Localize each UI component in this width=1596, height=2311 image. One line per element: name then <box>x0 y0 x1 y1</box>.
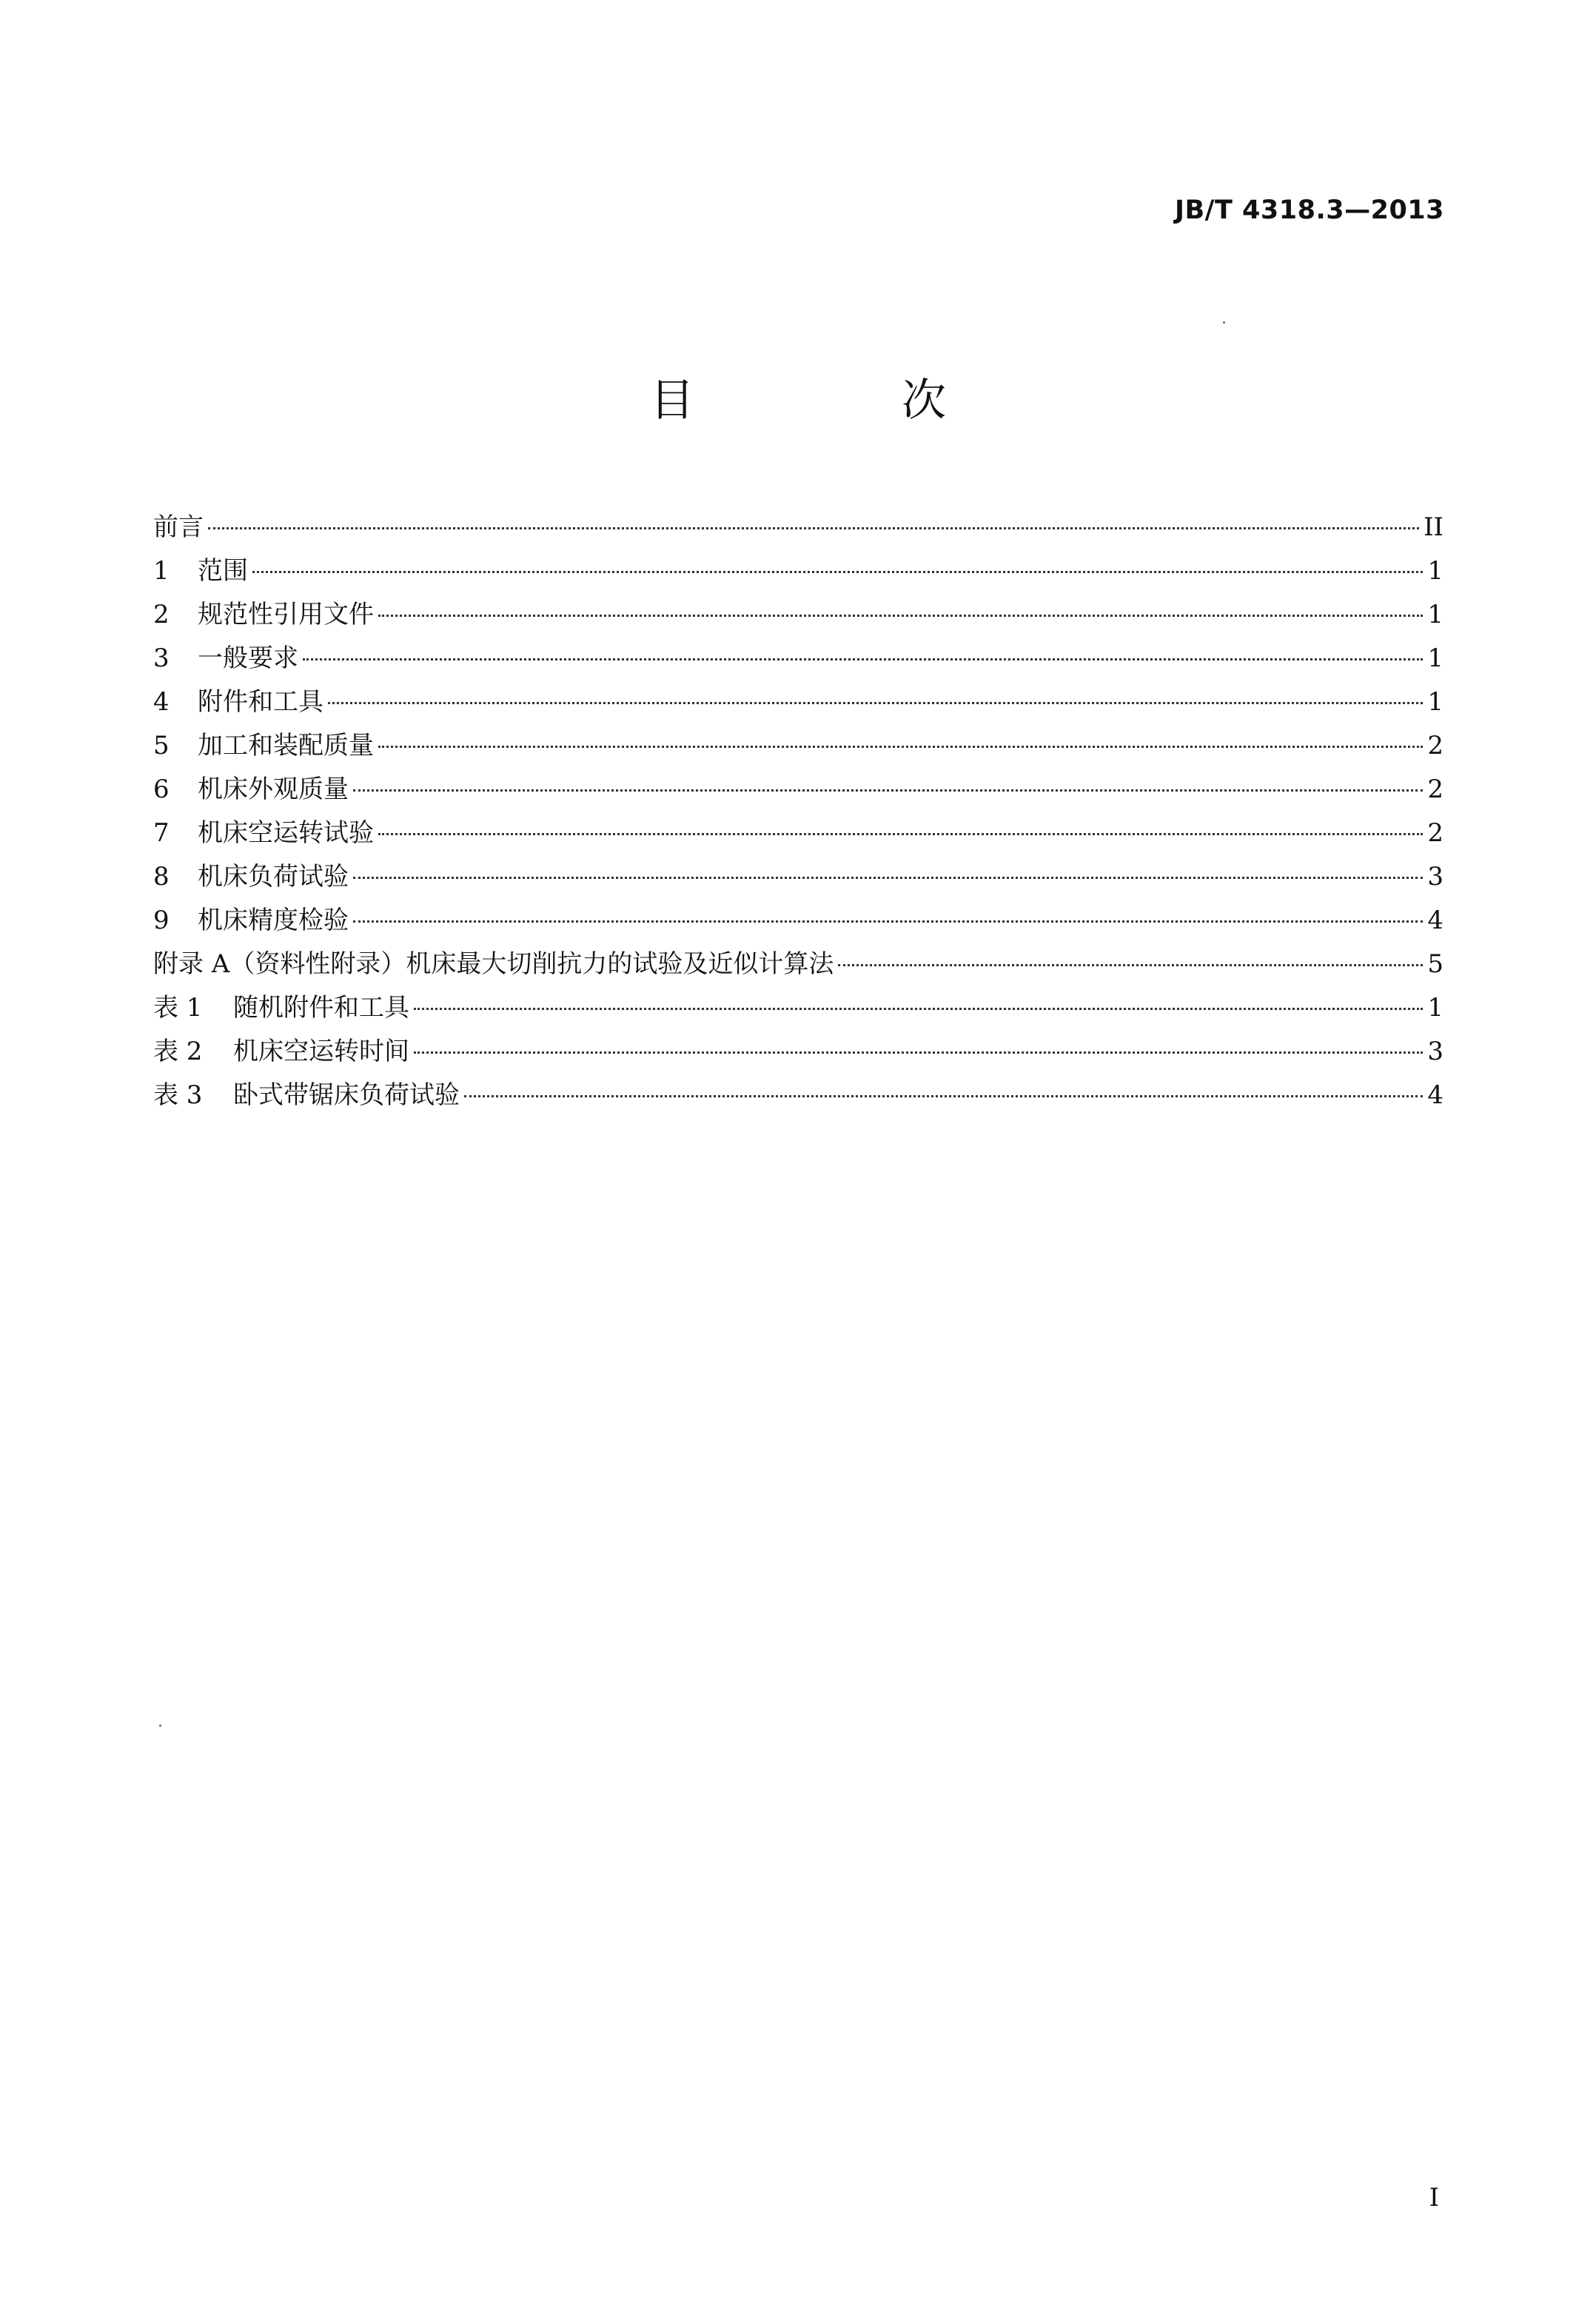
toc-entry-number: 表 2 <box>153 1037 203 1066</box>
toc-entry-label: 附录 A（资料性附录）机床最大切削抗力的试验及近似计算法 <box>153 949 834 979</box>
toc-entry-number: 5 <box>153 731 170 760</box>
dot-leader <box>353 789 1423 792</box>
toc-entry-foreword[interactable] <box>153 506 1444 549</box>
toc-entry-page: 4 <box>1427 906 1444 935</box>
toc-entry-label: 机床空运转试验 <box>198 818 374 848</box>
dot-leader <box>353 877 1423 879</box>
toc-entry-label: 卧式带锯床负荷试验 <box>233 1080 460 1110</box>
dot-leader <box>328 702 1423 704</box>
toc-entry-number: 1 <box>153 556 170 586</box>
dot-leader <box>208 527 1419 529</box>
dot-leader <box>464 1095 1423 1097</box>
standard-number: JB/T 4318.3—2013 <box>1174 195 1444 225</box>
dot-leader <box>378 615 1423 617</box>
page-title: 目 次 <box>650 375 1027 427</box>
toc-entry-page: 3 <box>1427 1037 1444 1066</box>
table-of-contents <box>153 506 1444 1117</box>
toc-entry-label: 前言 <box>153 512 204 542</box>
dot-leader <box>414 1008 1423 1010</box>
toc-entry-label: 随机附件和工具 <box>233 993 409 1023</box>
toc-entry-label: 范围 <box>198 556 248 586</box>
toc-entry-number: 8 <box>153 862 170 892</box>
toc-entry-page: 1 <box>1427 600 1444 629</box>
toc-entry-page: 4 <box>1427 1080 1444 1110</box>
toc-entry-number: 4 <box>153 687 170 717</box>
toc-entry-page: 2 <box>1427 818 1444 848</box>
toc-entry-label: 机床负荷试验 <box>198 862 349 892</box>
toc-entry-accuracy-inspection[interactable] <box>153 899 1444 943</box>
page-number: I <box>1429 2183 1439 2213</box>
toc-entry-label: 机床精度检验 <box>198 906 349 935</box>
toc-entry-number: 7 <box>153 818 170 848</box>
toc-entry-label: 附件和工具 <box>198 687 323 717</box>
toc-entry-page: 3 <box>1427 862 1444 892</box>
toc-entry-table-3[interactable] <box>153 1074 1444 1117</box>
toc-entry-number: 表 1 <box>153 993 203 1023</box>
toc-entry-appearance-quality[interactable] <box>153 768 1444 812</box>
toc-entry-number: 表 3 <box>153 1080 203 1110</box>
scan-speck <box>159 1725 161 1727</box>
toc-entry-label: 机床外观质量 <box>198 775 349 804</box>
toc-entry-number: 9 <box>153 906 170 935</box>
toc-entry-normative-references[interactable] <box>153 593 1444 637</box>
toc-entry-page: 5 <box>1427 949 1444 979</box>
toc-entry-page: 1 <box>1427 993 1444 1023</box>
dot-leader <box>414 1051 1423 1054</box>
dot-leader <box>353 920 1423 923</box>
dot-leader <box>378 833 1423 835</box>
toc-entry-idle-run-test[interactable] <box>153 812 1444 855</box>
toc-entry-table-2[interactable] <box>153 1030 1444 1074</box>
toc-entry-label: 规范性引用文件 <box>198 600 374 629</box>
toc-entry-annex-a[interactable] <box>153 943 1444 986</box>
toc-entry-scope[interactable] <box>153 549 1444 593</box>
toc-entry-number: 3 <box>153 643 170 673</box>
toc-entry-page: 2 <box>1427 731 1444 760</box>
toc-entry-general-requirements[interactable] <box>153 637 1444 680</box>
toc-entry-page: 1 <box>1427 643 1444 673</box>
toc-entry-label: 机床空运转时间 <box>233 1037 409 1066</box>
toc-entry-page: 1 <box>1427 687 1444 717</box>
toc-entry-table-1[interactable] <box>153 986 1444 1030</box>
dot-leader <box>838 964 1423 966</box>
toc-entry-accessories-tools[interactable] <box>153 680 1444 724</box>
dot-leader <box>252 571 1423 573</box>
dot-leader <box>303 658 1423 660</box>
toc-entry-page: 1 <box>1427 556 1444 586</box>
toc-entry-load-test[interactable] <box>153 855 1444 899</box>
toc-entry-label: 加工和装配质量 <box>198 731 374 760</box>
toc-entry-label: 一般要求 <box>198 643 298 673</box>
toc-entry-number: 6 <box>153 775 170 804</box>
toc-entry-number: 2 <box>153 600 170 629</box>
toc-entry-page: 2 <box>1427 775 1444 804</box>
scan-speck <box>1223 321 1225 324</box>
dot-leader <box>378 746 1423 748</box>
toc-entry-machining-assembly-quality[interactable] <box>153 724 1444 768</box>
toc-entry-page: II <box>1424 512 1444 542</box>
